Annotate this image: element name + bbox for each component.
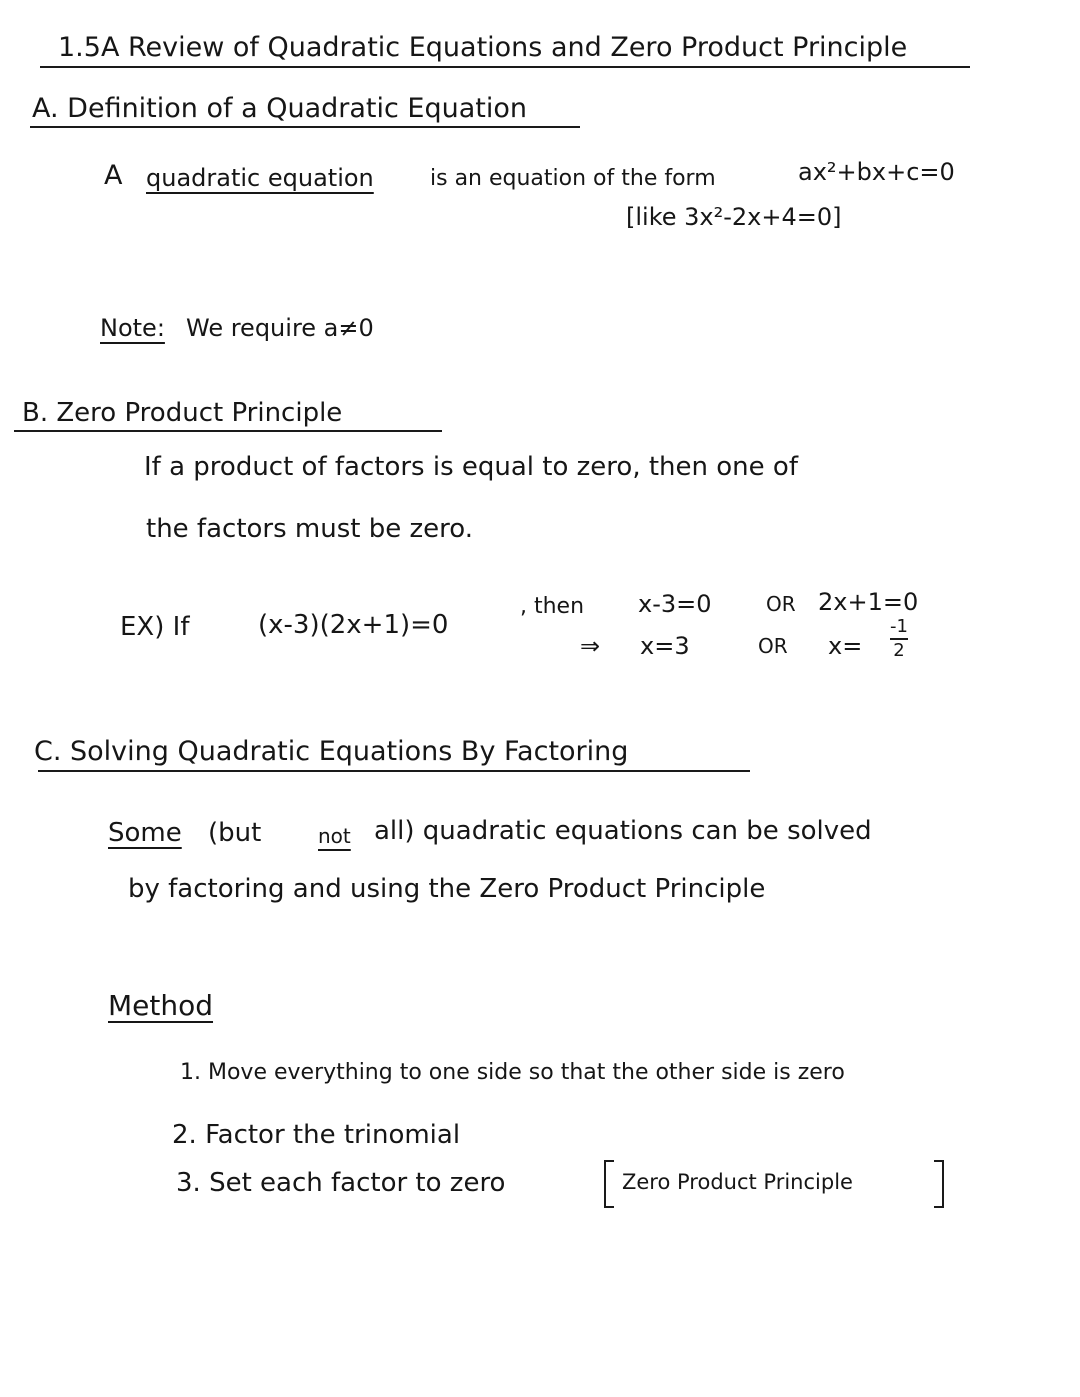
page-title: 1.5A Review of Quadratic Equations and Zero Product Principle [58,32,908,63]
section-a-heading-underline [30,126,580,128]
method-step-1: 1. Move everything to one side so that the other side is zero [180,1060,845,1085]
fraction-denominator: 2 [893,640,905,661]
section-c-heading: C. Solving Quadratic Equations By Factoring [34,736,629,767]
section-a-heading: A. Definition of a Quadratic Equation [32,93,528,124]
step-3-note-bracket-right [934,1160,944,1208]
definition-term: quadratic equation [146,164,374,192]
definition-example: [like 3x²-2x+4=0] [626,203,842,231]
method-step-2: 2. Factor the trinomial [172,1120,461,1150]
definition-form: ax²+bx+c=0 [798,158,955,186]
note-text: We require a≠0 [186,314,374,342]
example-solution1: x=3 [640,632,690,660]
zpp-statement-line1: If a product of factors is equal to zero, then one of [144,452,798,482]
example-solution2-fraction [890,618,908,660]
section-c-line2: by factoring and using the Zero Product Principle [128,874,766,904]
example-or1: OR [766,592,796,616]
section-c-not: not [318,824,351,848]
note-label: Note: [100,314,165,342]
example-case2: 2x+1=0 [818,588,919,616]
title-underline [40,66,970,68]
definition-lead: A [104,160,123,191]
section-c-some: Some [108,818,182,848]
example-solution2-prefix: x= [828,632,863,660]
implies-arrow: ⇒ [580,632,601,660]
example-or2: OR [758,634,788,658]
zpp-statement-line2: the factors must be zero. [146,514,473,544]
example-case1: x-3=0 [638,590,712,618]
section-b-heading: B. Zero Product Principle [22,398,343,428]
section-c-line1-rest: all) quadratic equations can be solved [374,816,872,846]
section-c-paren-but: (but [208,818,262,848]
definition-middle: is an equation of the form [430,166,716,191]
example-equation: (x-3)(2x+1)=0 [258,610,449,640]
example-then: , then [520,594,585,619]
section-b-heading-underline [14,430,442,432]
fraction-numerator: -1 [890,616,908,637]
example-label: EX) If [120,612,190,642]
method-heading: Method [108,989,214,1022]
step-3-note-bracket-left [604,1160,614,1208]
method-step-3-note: Zero Product Principle [622,1170,853,1194]
method-step-3: 3. Set each factor to zero [176,1168,506,1198]
section-c-heading-underline [38,770,750,772]
